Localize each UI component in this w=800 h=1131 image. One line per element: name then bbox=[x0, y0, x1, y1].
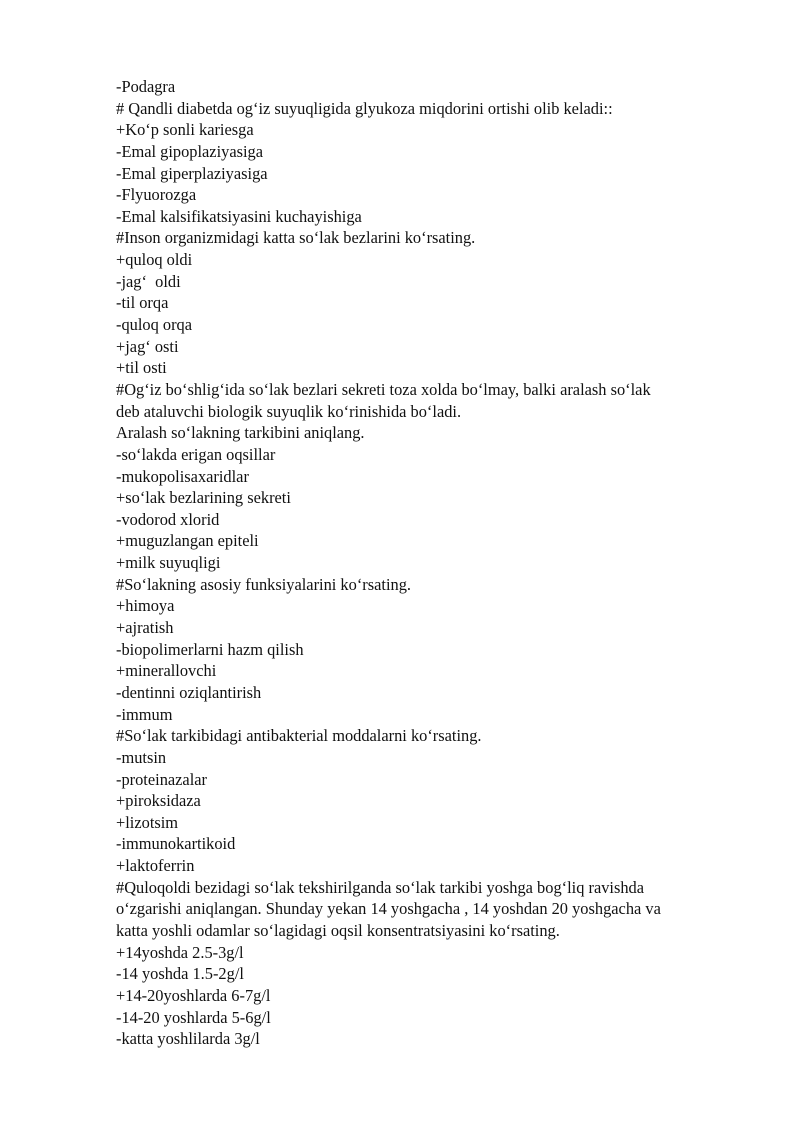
document-text bbox=[116, 76, 756, 1050]
answer-option: -proteinazalar bbox=[116, 769, 207, 789]
answer-option: -til orqa bbox=[116, 293, 169, 313]
answer-option: -biopolimerlarni hazm qilish bbox=[116, 639, 304, 659]
question-line: o‘zgarishi aniqlangan. Shunday yekan 14 yoshgacha , 14 yoshdan 20 yoshgacha va bbox=[116, 899, 661, 919]
answer-option: +so‘lak bezlarining sekreti bbox=[116, 488, 291, 508]
question-line: katta yoshli odamlar so‘lagidagi oqsil konsentratsiyasini ko‘rsating. bbox=[116, 920, 560, 940]
question-line: Aralash so‘lakning tarkibini aniqlang. bbox=[116, 423, 365, 443]
answer-option: +himoya bbox=[116, 596, 175, 616]
question-line: #Inson organizmidagi katta so‘lak bezlarini ko‘rsating. bbox=[116, 228, 476, 248]
answer-option: +Ko‘p sonli kariesga bbox=[116, 120, 254, 140]
answer-option: +lizotsim bbox=[116, 812, 179, 832]
answer-option: +laktoferrin bbox=[116, 856, 195, 876]
answer-option: +muguzlangan epiteli bbox=[116, 531, 259, 551]
answer-option: -quloq orqa bbox=[116, 315, 193, 335]
answer-option: +milk suyuqligi bbox=[116, 553, 221, 573]
answer-option: -Flyuorozga bbox=[116, 185, 197, 205]
question-line: #So‘lakning asosiy funksiyalarini ko‘rsating. bbox=[116, 574, 411, 594]
answer-option: +14-20yoshlarda 6-7g/l bbox=[116, 985, 271, 1005]
answer-option: -14-20 yoshlarda 5-6g/l bbox=[116, 1007, 271, 1027]
question-line: #Og‘iz bo‘shlig‘ida so‘lak bezlari sekreti toza xolda bo‘lmay, balki aralash so‘lak bbox=[116, 379, 651, 399]
answer-option: -14 yoshda 1.5-2g/l bbox=[116, 964, 244, 984]
answer-option: -Emal giperplaziyasiga bbox=[116, 163, 268, 183]
answer-option: +piroksidaza bbox=[116, 791, 201, 811]
answer-option: -Podagra bbox=[116, 77, 176, 96]
answer-option: -jag‘ oldi bbox=[116, 271, 181, 291]
answer-option: +14yoshda 2.5-3g/l bbox=[116, 942, 244, 962]
answer-option: -Emal gipoplaziyasiga bbox=[116, 141, 264, 161]
question-line: deb ataluvchi biologik suyuqlik ko‘rinishida bo‘ladi. bbox=[116, 401, 462, 421]
question-line: #Quloqoldi bezidagi so‘lak tekshirilganda so‘lak tarkibi yoshga bog‘liq ravishda bbox=[116, 877, 645, 897]
answer-option: -so‘lakda erigan oqsillar bbox=[116, 444, 276, 464]
answer-option: -Emal kalsifikatsiyasini kuchayishiga bbox=[116, 206, 362, 226]
question-line: # Qandli diabetda og‘iz suyuqligida glyukoza miqdorini ortishi olib keladi:: bbox=[116, 98, 613, 118]
answer-option: +jag‘ osti bbox=[116, 336, 179, 356]
answer-option: -immum bbox=[116, 704, 173, 724]
question-line: #So‘lak tarkibidagi antibakterial moddalarni ko‘rsating. bbox=[116, 726, 482, 746]
answer-option: +til osti bbox=[116, 358, 167, 378]
answer-option: +ajratish bbox=[116, 618, 174, 638]
answer-option: -katta yoshlilarda 3g/l bbox=[116, 1029, 260, 1049]
answer-option: +quloq oldi bbox=[116, 250, 193, 270]
answer-option: -mutsin bbox=[116, 747, 167, 767]
answer-option: -dentinni oziqlantirish bbox=[116, 682, 262, 702]
answer-option: -vodorod xlorid bbox=[116, 509, 220, 529]
answer-option: -immunokartikoid bbox=[116, 834, 236, 854]
answer-option: -mukopolisaxaridlar bbox=[116, 466, 249, 486]
answer-option: +minerallovchi bbox=[116, 661, 217, 681]
